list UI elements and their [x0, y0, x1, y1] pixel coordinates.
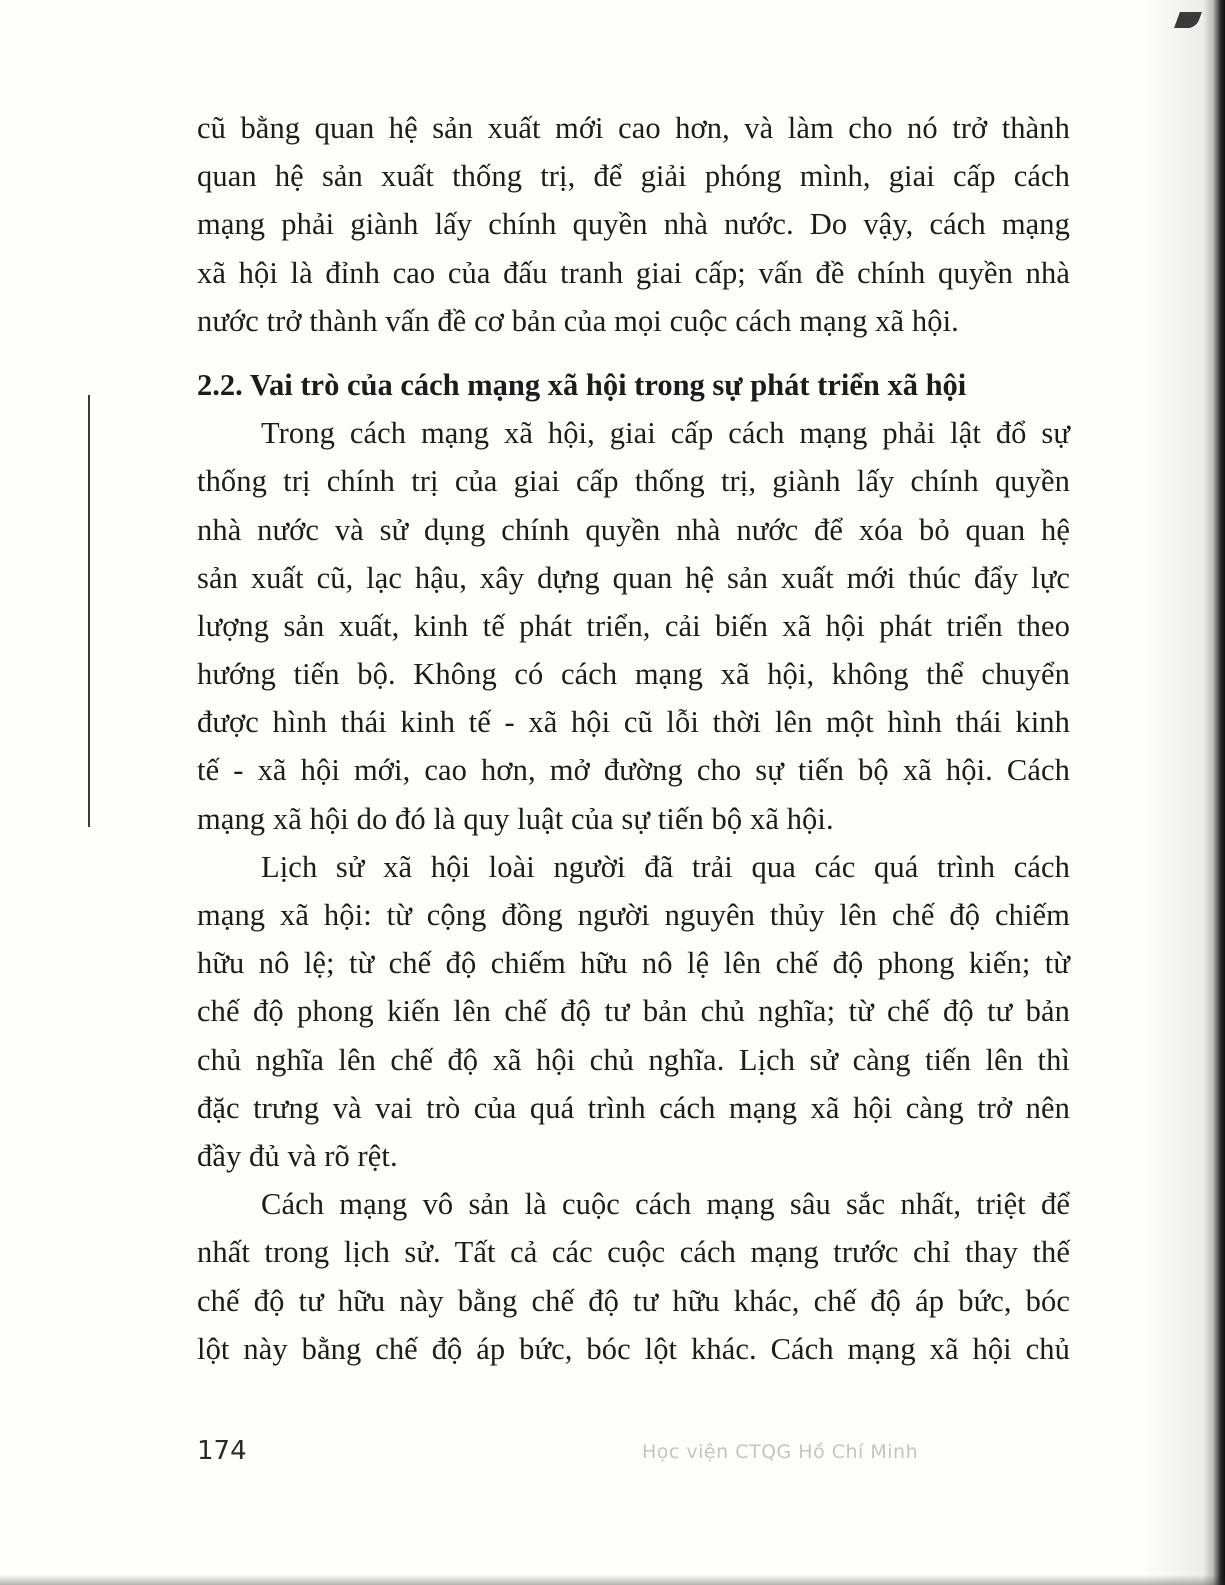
text-line: sản xuất cũ, lạc hậu, xây dựng quan hệ sản xuất mới thúc đẩy lực	[197, 560, 1070, 595]
text-line: tế - xã hội mới, cao hơn, mở đường cho sự tiến bộ xã hội. Cách	[197, 753, 1070, 788]
text-line: xã hội là đỉnh cao của đấu tranh giai cấp; vấn đề chính quyền nhà	[197, 255, 1070, 290]
binding-edge	[1203, 0, 1225, 1585]
watermark-text: Học viện CTQG Hồ Chí Minh	[642, 1441, 919, 1463]
text-line: Trong cách mạng xã hội, giai cấp cách mạng phải lật đổ sự	[261, 416, 1070, 451]
page-shadow	[1143, 0, 1203, 1585]
text-line: Cách mạng vô sản là cuộc cách mạng sâu sắc nhất, triệt để	[261, 1187, 1070, 1222]
text-line: mạng xã hội do đó là quy luật của sự tiến bộ xã hội.	[197, 801, 834, 836]
text-line: đặc trưng và vai trò của quá trình cách mạng xã hội càng trở nên	[197, 1090, 1070, 1125]
text-line: mạng xã hội: từ cộng đồng người nguyên thủy lên chế độ chiếm	[197, 898, 1070, 932]
margin-line	[88, 395, 90, 827]
paragraph-1	[197, 104, 1070, 345]
text-line: hướng tiến bộ. Không có cách mạng xã hội, không thể chuyển	[197, 657, 1070, 692]
text-line: chủ nghĩa lên chế độ xã hội chủ nghĩa. Lịch sử càng tiến lên thì	[197, 1042, 1070, 1077]
paragraph-2	[197, 409, 1070, 843]
text-line: nước trở thành vấn đề cơ bản của mọi cuộc cách mạng xã hội.	[197, 303, 959, 338]
text-line: mạng phải giành lấy chính quyền nhà nước. Do vậy, cách mạng	[197, 207, 1070, 242]
text-line: thống trị chính trị của giai cấp thống trị, giành lấy chính quyền	[197, 464, 1070, 499]
text-line: chế độ tư hữu này bằng chế độ tư hữu khác, chế độ áp bức, bóc	[197, 1283, 1070, 1318]
text-line: nhà nước và sử dụng chính quyền nhà nước để xóa bỏ quan hệ	[197, 512, 1070, 547]
section-heading: 2.2. Vai trò của cách mạng xã hội trong sự phát triển xã hội	[197, 367, 967, 402]
text-line: lột này bằng chế độ áp bức, bóc lột khác. Cách mạng xã hội chủ	[197, 1331, 1070, 1366]
page-bottom-shadow	[0, 1575, 1225, 1585]
text-line: nhất trong lịch sử. Tất cả các cuộc cách mạng trước chỉ thay thế	[197, 1235, 1070, 1270]
paragraph-4	[197, 1180, 1070, 1373]
text-line: chế độ phong kiến lên chế độ tư bản chủ nghĩa; từ chế độ tư bản	[197, 994, 1070, 1029]
text-line: hữu nô lệ; từ chế độ chiếm hữu nô lệ lên chế độ phong kiến; từ	[197, 946, 1070, 981]
page-number: 174	[197, 1436, 247, 1466]
text-line: quan hệ sản xuất thống trị, để giải phóng mình, giai cấp cách	[197, 159, 1070, 194]
text-line: cũ bằng quan hệ sản xuất mới cao hơn, và làm cho nó trở thành	[197, 111, 1070, 145]
text-line: lượng sản xuất, kinh tế phát triển, cải biến xã hội phát triển theo	[197, 608, 1070, 643]
body-text	[197, 104, 1070, 1373]
text-line: đầy đủ và rõ rệt.	[197, 1138, 398, 1173]
text-line: Lịch sử xã hội loài người đã trải qua các quá trình cách	[261, 849, 1070, 884]
paragraph-3	[197, 843, 1070, 1180]
text-line: được hình thái kinh tế - xã hội cũ lỗi thời lên một hình thái kinh	[197, 705, 1070, 740]
